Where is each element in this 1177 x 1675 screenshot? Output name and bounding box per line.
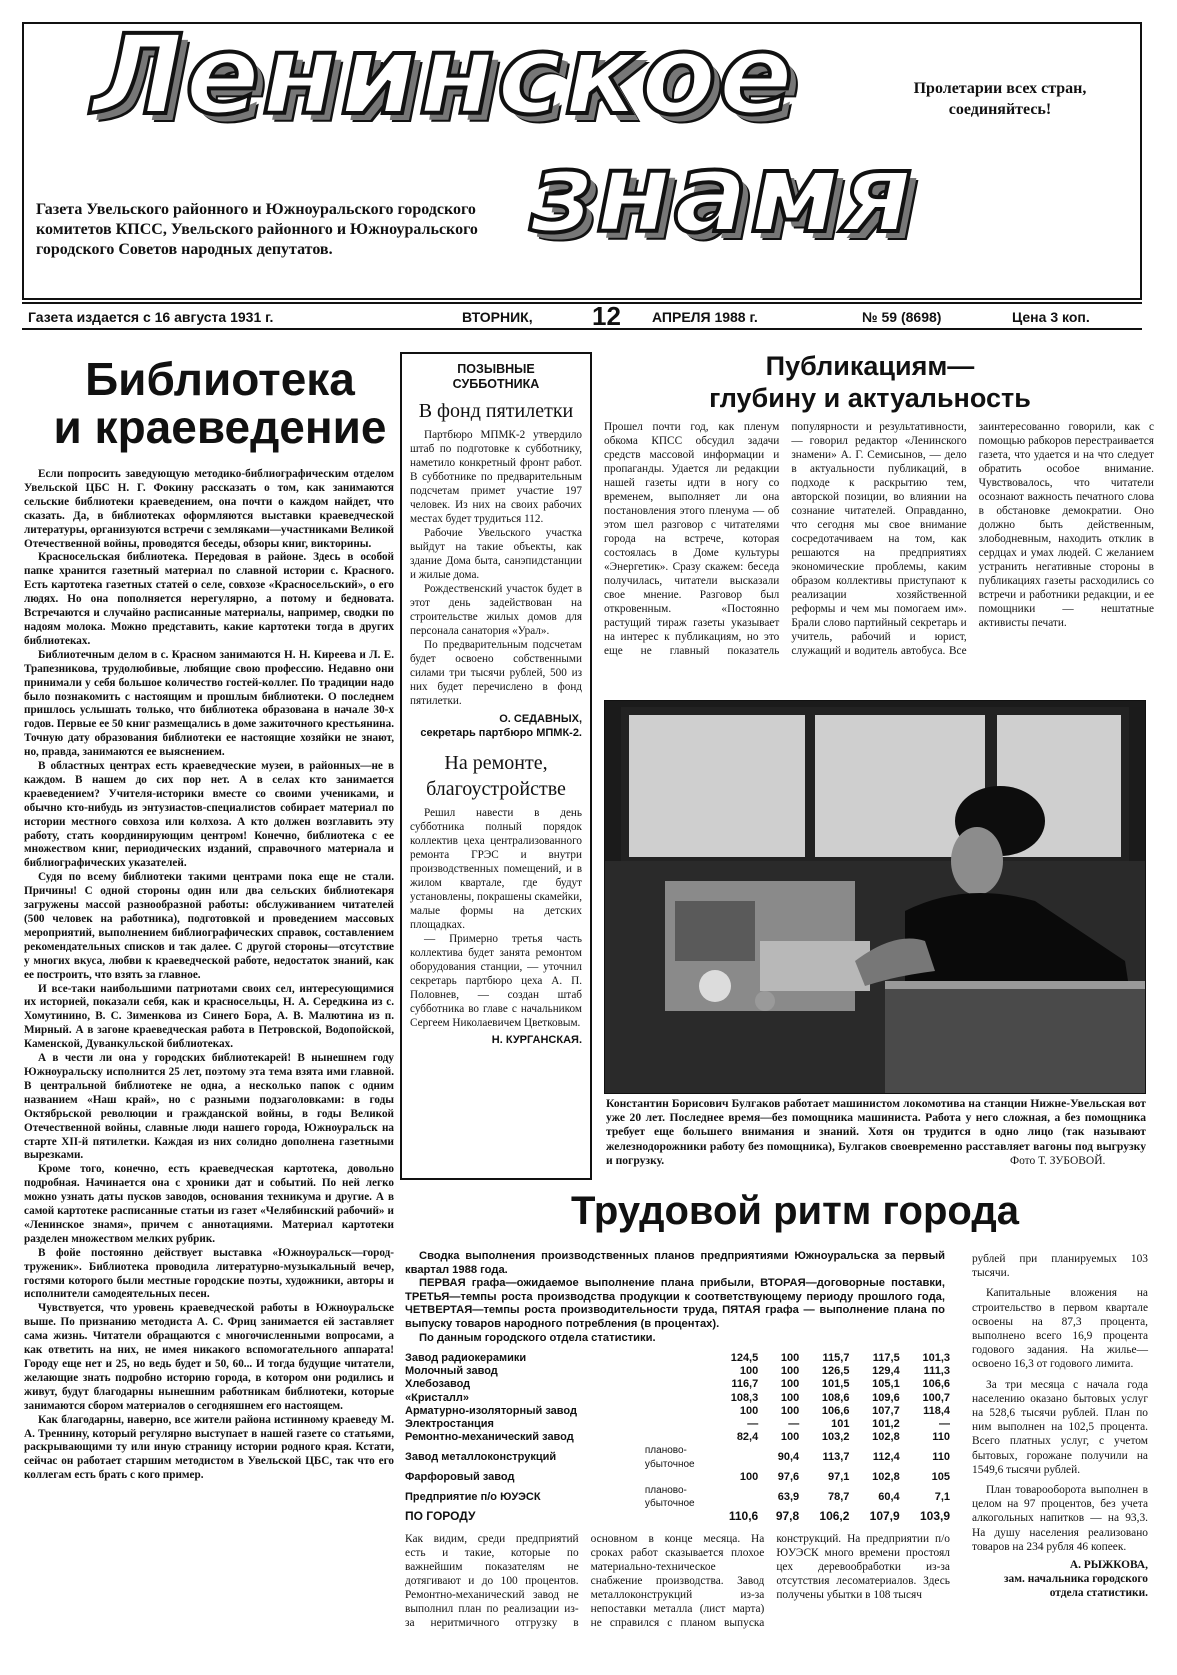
publications-title-line2: глубину и актуальность <box>709 383 1031 413</box>
col-growth: 113,7 <box>822 1451 850 1464</box>
row-note <box>645 1471 709 1484</box>
paragraph: Партбюро МПМК-2 утвердило штаб по подготовке к субботнику, наметило конкретный фронт работ. В субботнике по предварительным подсчетам примет участие 197 человек. Из них на своих рабочих местах будет трудиться 112. <box>410 429 582 525</box>
table-row <box>405 1405 950 1418</box>
row-note <box>645 1510 709 1523</box>
col-supplies: 100 <box>780 1352 800 1364</box>
labor-title: Трудовой ритм города <box>571 1189 1019 1233</box>
col-productivity: 107,7 <box>872 1404 900 1417</box>
table-row <box>405 1484 950 1510</box>
paragraph: Решил навести в день субботника полный порядок коллектив цеха централизованного ремонта ГРЭС и внутри производственных помещений, и в жилом квартале, где будут установлены, покрашены скамейки, малые формы на детских площадках. <box>410 807 582 931</box>
col-supplies: 97,8 <box>775 1509 800 1524</box>
photo-image <box>605 701 1145 1093</box>
col-profit: 108,3 <box>730 1391 759 1404</box>
paragraph: Как благодарны, наверно, все жители района истинному краеведу М. А. Треннину, который регулярно выступает в нашей газете со статьями, раскрывающими ту или иную страницу истории родного края. Кстати, сейчас он работает старшим методистом в Увельской ЦБС, так что его коллегам есть брать с кого пример. <box>24 1413 394 1482</box>
row-note: планово-убыточное <box>644 1485 695 1510</box>
table-row <box>405 1444 950 1470</box>
enterprise-name: Завод радиокерамики <box>405 1352 527 1364</box>
col-consumer-goods: 110 <box>932 1451 950 1464</box>
newspaper-title-line1: Ленинское <box>92 11 796 139</box>
issue-info-bar <box>22 302 1142 330</box>
col-productivity: 112,4 <box>872 1451 900 1464</box>
table-row <box>405 1392 950 1405</box>
paragraph: Рабочие Увельского участка выйдут на такие объекты, как здание Дома быта, санэпидстанции и жилые дома. <box>410 527 582 581</box>
publications-body: Прошел почти год, как пленум обкома КПСС обсудил задачи средств массовой информации и пропаганды. Удается ли редакции нашей газеты идти в ногу со временем, выполняет ли она постановления этого пленума — об этом шел разговор с читателями города на встрече, которая состоялась в Доме культуры «Энергетик». Сразу скажем: беседа получилась, читатели высказали свое мнение. Разговор был откровенным. «Постоянно растущий тираж газеты указывает на интерес к публикациям, но это еще не главный показатель популярности и результативности, — говорил редактор «Ленинского знамени» А. Г. Семисынов, — дело в актуальности публикаций, в подходе к раскрытию тем, авторской позиции, во влиянии на сознание читателей. Оправданно, что сегодня мы свое внимание сосредотачиваем на том, как решаются на предприятиях экономические проблемы, каким образом коллективы приступают к реализации хозяйственной реформы и чем мы помогаем им». Брали слово партийный секретарь и учитель, рабочий и юрист, служащий и водитель автобуса. Все заинтересованно говорили, как с помощью рабкоров перестраивается газета, что удается и на что следует обратить особое внимание. Чувствовалось, что читатели осознают важность печатного слова в обстановке демократии. Оно должно быть действенным, злободневным, находить отклик в сердцах и умах людей. С желанием устранить негативные стороны в публикациях газеты расходились со встречи и работники редакции, и ее помощники — нештатные активисты печати. <box>604 421 1154 657</box>
col-profit: 116,7 <box>731 1378 759 1391</box>
enterprise-name: Завод металлоконструкций <box>405 1451 557 1464</box>
paragraph: За три месяца с начала года населению оказано бытовых услуг на 528,6 тысячи рублей. План по ним выполнен на 102,5 процента. Всего платных услуг, с учетом бытовых, горожане получили на 1549,6 тысячи рублей. <box>972 1378 1148 1476</box>
paragraph: План товарооборота выполнен в целом на 97 процентов, без учета алкогольных напитков — на 93,3. На душу населения реализовано товаров на 234 рубля 46 копеек. <box>972 1484 1148 1553</box>
col-consumer-goods: 111,3 <box>923 1365 950 1378</box>
motto <box>890 78 1110 120</box>
col-supplies: 100 <box>780 1431 800 1444</box>
publisher-line: Газета Увельского районного и Южноуральского городского комитетов КПСС, Увельского районного и Южноуральского городского Советов народных депутатов. <box>36 201 478 258</box>
labor-legend: ПЕРВАЯ графа—ожидаемое выполнение плана прибыли, ВТОРАЯ—договорные поставки, ТРЕТЬЯ—темпы роста производства продукции к соответствующему периоду прошлого года, ЧЕТВЕРТАЯ—темпы роста производительности труда, ПЯТАЯ графа — выполнение плана по выпуску товаров народного потребления (в процентах). <box>405 1277 945 1330</box>
col-growth: 101 <box>831 1418 850 1431</box>
signature-1 <box>410 712 582 740</box>
paragraph: Чувствуется, что уровень краеведческой работы в Южноуральске выше. По признанию методиста А. С. Фриц занимается ей заставляет сама жизнь. Читатели обращаются с многочисленными вопросами, а как ответить на них, не имея никакого вспомогательного аппарата! Городу еще нет и 25, но ведь будет и 50, 60... И тогда будущие читатели, желающие знать подробно историю города, в котором они родились и живут, будут благодарны нынешним работникам библиотеки, которые занимаются сбором материалов о сегодняшнем его настоящем. <box>24 1302 394 1412</box>
founded-date: Газета издается с 16 августа 1931 г. <box>28 309 274 325</box>
enterprise-name: Ремонтно-механический завод <box>405 1431 574 1444</box>
library-headline <box>40 355 400 451</box>
row-note: планово-убыточное <box>644 1445 695 1470</box>
enterprise-name: Хлебозавод <box>405 1378 471 1391</box>
paragraph: В областных центрах есть краеведческие музеи, в районных—не в каждом. В нашем до сих пор нет. А в селах кто занимается краеведением? Учителя-историки вместе со своими учениками, и обычно кто-нибудь из энтузиастов-специалистов собирает материал по истории местного совхоза или колхоза. А кто должен возглавить эту работу, стать координирующим центром! Конечно, библиотека с ее множеством книг, периодических изданий, справочного материала и библиографических указателей. <box>24 760 394 870</box>
labor-tail: Как видим, среди предприятий есть и такие, которые по важнейшим показателям не дотягивают и до 100 процентов. Ремонтно-механический завод не выполнил план по реализации из-за неритмичного отгрузку в основном в конце месяца. На сроках работ сказывается плохое материально-техническое снабжение производства. Завод металлоконструкций из-за непоставки металла (лист марта) не справился с планом выпуска конструкций. На предприятии п/о ЮУЭСК много времени простоял цех деревообработки из-за отсутствия лесоматериалов. Здесь получены убытки в 108 тысяч <box>405 1533 950 1629</box>
paragraph: В фойе постоянно действует выставка «Южноуральск—город-труженик». Библиотека проводила литературно-музыкальный вечер, гостями которого были местные городские поэты, художники, авторы и исполнители самодеятельных песен. <box>24 1246 394 1301</box>
enterprise-name: Электростанция <box>405 1418 494 1431</box>
col-supplies: 100 <box>780 1391 800 1404</box>
paragraph: — Примерно третья часть коллектива будет занята ремонтом оборудования станции, — уточнил секретарь партбюро цеха А. П. Половнев, — создан штаб субботника во главе с начальником Сергеем Николаевичем Цветковым. <box>410 933 582 1029</box>
photo-credit: Фото Т. ЗУБОВОЙ. <box>1010 1155 1106 1167</box>
month-year: АПРЕЛЯ 1988 г. <box>652 309 758 325</box>
paragraph: По предварительным подсчетам будет освоено собственными силами три тысячи рублей, 500 из них будет перечислено в фонд пятилетки. <box>410 639 582 707</box>
row-note <box>645 1365 709 1378</box>
paragraph: Если попросить заведующую методико-библиографическим отделом Увельской ЦБС Н. Г. Фокину рассказать о том, как занимаются сельские библиотеки краеведением, она почти о каждом найдет, что сказать. Да, в библиотеках оформляются выставки краеведческой литературы, организуются встречи с земляками—участниками Великой Отечественной войны, проводятся беседы, обзоры книг, викторины. <box>24 468 394 550</box>
publications-title-line1: Публикациям— <box>765 351 975 381</box>
labor-lead <box>405 1250 945 1345</box>
price: Цена 3 коп. <box>1012 309 1090 325</box>
labor-source: По данным городского отдела статистики. <box>419 1331 656 1344</box>
library-article-body <box>24 468 394 1663</box>
col-productivity: 101,2 <box>872 1418 900 1431</box>
enterprise-name: Фарфоровый завод <box>405 1470 515 1483</box>
motto-line2: соединяйтесь! <box>948 101 1052 118</box>
col-growth: 103,2 <box>821 1431 850 1444</box>
col-profit: 82,4 <box>736 1431 759 1444</box>
paragraph: Судя по всему библиотеки такими центрами пока еще не стали. Причины! С одной стороны один или два сельских библиотекаря загружены массой разнообразной работы: обслуживанием читателей (500 человек на работника), подготовкой и проведением массовых мероприятий, выполнением библиографических справок, составлением рекомендательных списков и так далее. С другой стороны—отсутствие у многих вкуса, любви к краеведческой работе, недостаток знаний, как ее построить, что взять за главное. <box>24 871 394 981</box>
subbotnik-head2: На ремонте, благоустройстве <box>426 752 566 800</box>
paragraph: Красносельская библиотека. Передовая в районе. Здесь в особой папке хранится газетный материал по славной истории с. Красного. Есть картотека газетных статей о селе, совхозе «Красносельский», о его людях. Но она пополняется нерегулярно, а потому и бедновата. Встречаются и случайно расписанные материалы, например, сводки по надоям молока. Можно представить, какие картотеки тогда в других библиотеках. <box>24 551 394 647</box>
paragraph: И все-таки наибольшими патриотами своих сел, интересующимися их историей, показали себя, как и красносельцы, Н. А. Середкина из с. Хомутинино, В. С. Зименкова из Синего Бора, А. В. Малютина из п. Мирный. А в загоне краеведческая работа в Петровской, Водопойской, Каменской, Дуванкульской библиотеках. <box>24 982 394 1051</box>
day-number: 12 <box>592 301 621 331</box>
signature-1-name: О. СЕДАВНЫХ, <box>499 713 582 725</box>
labor-table <box>405 1352 950 1524</box>
table-row <box>405 1352 950 1365</box>
col-consumer-goods: — <box>939 1418 950 1431</box>
col-productivity: 102,8 <box>872 1431 900 1444</box>
col-growth: 108,6 <box>821 1391 850 1404</box>
table-row <box>405 1471 950 1484</box>
row-note <box>645 1392 709 1405</box>
col-profit: 124,5 <box>730 1352 759 1364</box>
issue-number: № 59 (8698) <box>862 309 942 325</box>
col-profit: 100 <box>739 1404 759 1417</box>
col-supplies: 90,4 <box>777 1451 800 1464</box>
library-title-line2: и краеведение <box>53 401 387 453</box>
labor-side-column <box>972 1252 1148 1601</box>
table-row <box>405 1378 950 1391</box>
col-productivity: 117,5 <box>872 1352 900 1364</box>
publications-headline <box>640 350 1100 414</box>
enterprise-name: «Кристалл» <box>405 1391 470 1404</box>
row-note <box>645 1418 709 1431</box>
col-consumer-goods: 7,1 <box>934 1490 950 1503</box>
table-total-row <box>405 1510 950 1523</box>
col-productivity: 129,4 <box>872 1365 900 1378</box>
col-growth: 115,7 <box>822 1352 850 1364</box>
subbotnik-head1: В фонд пятилетки <box>418 400 574 422</box>
col-growth: 101,5 <box>821 1378 850 1391</box>
col-profit: 100 <box>739 1365 759 1378</box>
enterprise-name: Арматурно-изоляторный завод <box>405 1404 577 1417</box>
table-row <box>405 1431 950 1444</box>
col-productivity: 109,6 <box>872 1391 900 1404</box>
col-consumer-goods: 110 <box>932 1431 950 1444</box>
subbotnik-body1 <box>410 428 582 708</box>
col-growth: 126,5 <box>821 1365 850 1378</box>
col-consumer-goods: 101,3 <box>922 1352 950 1364</box>
col-productivity: 105,1 <box>872 1378 900 1391</box>
enterprise-name: Молочный завод <box>405 1365 498 1378</box>
col-supplies: 100 <box>780 1378 800 1391</box>
row-note <box>645 1352 709 1365</box>
labor-lead-text: Сводка выполнения производственных планов предприятиями Южноуральска за первый квартал 1988 года. <box>405 1250 945 1276</box>
enterprise-name: Предприятие п/о ЮУЭСК <box>405 1490 541 1503</box>
col-productivity: 102,8 <box>872 1470 900 1483</box>
paragraph: Капитальные вложения на строительство в первом квартале освоены на 87,3 процента, выполнено всего 16,9 процента годового задания. На жилье—освоено 16,3 от годового лимита. <box>972 1287 1148 1371</box>
subbotnik-box <box>400 352 592 1180</box>
col-profit: 100 <box>739 1470 759 1483</box>
subbotnik-kicker: ПОЗЫВНЫЕ СУББОТНИКА <box>452 362 540 391</box>
weekday: ВТОРНИК, <box>462 309 533 325</box>
col-productivity: 60,4 <box>878 1490 900 1503</box>
enterprise-name: ПО ГОРОДУ <box>405 1509 476 1524</box>
col-supplies: — <box>788 1418 800 1431</box>
col-supplies: 100 <box>780 1404 800 1417</box>
photo-caption: Константин Борисович Булгаков работает машинистом локомотива на станции Нижне-Увельская вот уже 20 лет. Последнее время—без помощника машиниста. Работа у него сложная, а без помощника требует еще большего внимания и знаний. Хотя он трудится в одно лицо (так называют железнодорожники работу без помощника), Булгаков своевременно расставляет вагоны под выгрузку и погрузку. <box>606 1097 1146 1167</box>
subbotnik-body2 <box>410 806 582 1030</box>
col-consumer-goods: 105 <box>931 1470 950 1483</box>
col-growth: 78,7 <box>828 1490 850 1503</box>
motto-line1: Пролетарии всех стран, <box>913 80 1087 97</box>
locomotive-photo <box>604 700 1146 1094</box>
paragraph: Библиотечным делом в с. Красном занимаются Н. Н. Киреева и Л. Е. Трапезникова, трудолюбивые, любящие свою профессию. Недавно они принимали у себя большое количество гостей-коллег. По традиции надо было познакомить с настоящим и прошлым библиотеки. О последнем пришлось услышать только, что библиотека образована в начале 30-х годов. Первые ее 50 книг размещались в доме зажиточного крестьянина. Точную дату образования библиотеки ее настоящие хозяйки не знают, но, правда, занимаются ее выяснением. <box>24 648 394 759</box>
col-profit: 110,6 <box>728 1509 759 1524</box>
col-consumer-goods: 118,4 <box>923 1404 950 1417</box>
labor-signature-name: А. РЫЖКОВА, <box>1069 1559 1148 1572</box>
newspaper-title-line2: знамя <box>530 129 915 257</box>
col-productivity: 107,9 <box>869 1509 900 1524</box>
row-note <box>645 1405 709 1418</box>
signature-1-role: секретарь партбюро МПМК-2. <box>420 727 582 739</box>
col-growth: 106,2 <box>819 1509 850 1524</box>
col-supplies: 63,9 <box>777 1490 800 1503</box>
library-title-line1: Библиотека <box>85 353 355 405</box>
signature-2: Н. КУРГАНСКАЯ. <box>491 1034 582 1046</box>
col-profit <box>709 1484 758 1510</box>
col-supplies: 97,6 <box>777 1470 800 1483</box>
col-consumer-goods: 103,9 <box>919 1509 950 1524</box>
labor-signature-role: зам. начальника городского отдела статистики. <box>1003 1573 1148 1600</box>
col-growth: 97,1 <box>828 1470 850 1483</box>
paragraph: рублей при планируемых 103 тысячи. <box>972 1253 1148 1280</box>
paragraph: Рождественский участок будет в этот день задействован на строительстве жилых домов для персонала санатория «Урал». <box>410 583 582 637</box>
col-consumer-goods: 100,7 <box>922 1391 950 1404</box>
table-row <box>405 1418 950 1431</box>
table-row <box>405 1365 950 1378</box>
col-supplies: 100 <box>780 1365 800 1378</box>
col-consumer-goods: 106,6 <box>922 1378 950 1391</box>
paragraph: Кроме того, конечно, есть краеведческая картотека, довольно подробная. Начинается она с хроники дат и событий. По ней легко можно узнать даты пусков заводов, основания техникума и другие. А в самой картотеке расписанные статьи из газет «Челябинский рабочий» и «Ленинское знамя», причем с аннотациями. Материал картотеки разделен множеством мелких рубрик. <box>24 1163 394 1245</box>
col-profit <box>709 1444 758 1470</box>
col-growth: 106,6 <box>821 1404 850 1417</box>
paragraph: А в чести ли она у городских библиотекарей! В нынешнем году Южноуральску исполнится 25 лет, поэтому эта тема взята ими главной. В центральной библиотеке не одна, а несколько папок с одним названием «Наш край», но с разными подзаголовками: в годы Октябрьской революции и гражданской войны, в годы Великой Отечественной войны, славные люди нашего города, Южноуральск на старте XII-й пятилетки. Каждая из них солидно дополнена газетными вырезками. <box>24 1052 394 1162</box>
col-profit: — <box>747 1418 759 1431</box>
row-note <box>645 1431 709 1444</box>
row-note <box>645 1378 709 1391</box>
